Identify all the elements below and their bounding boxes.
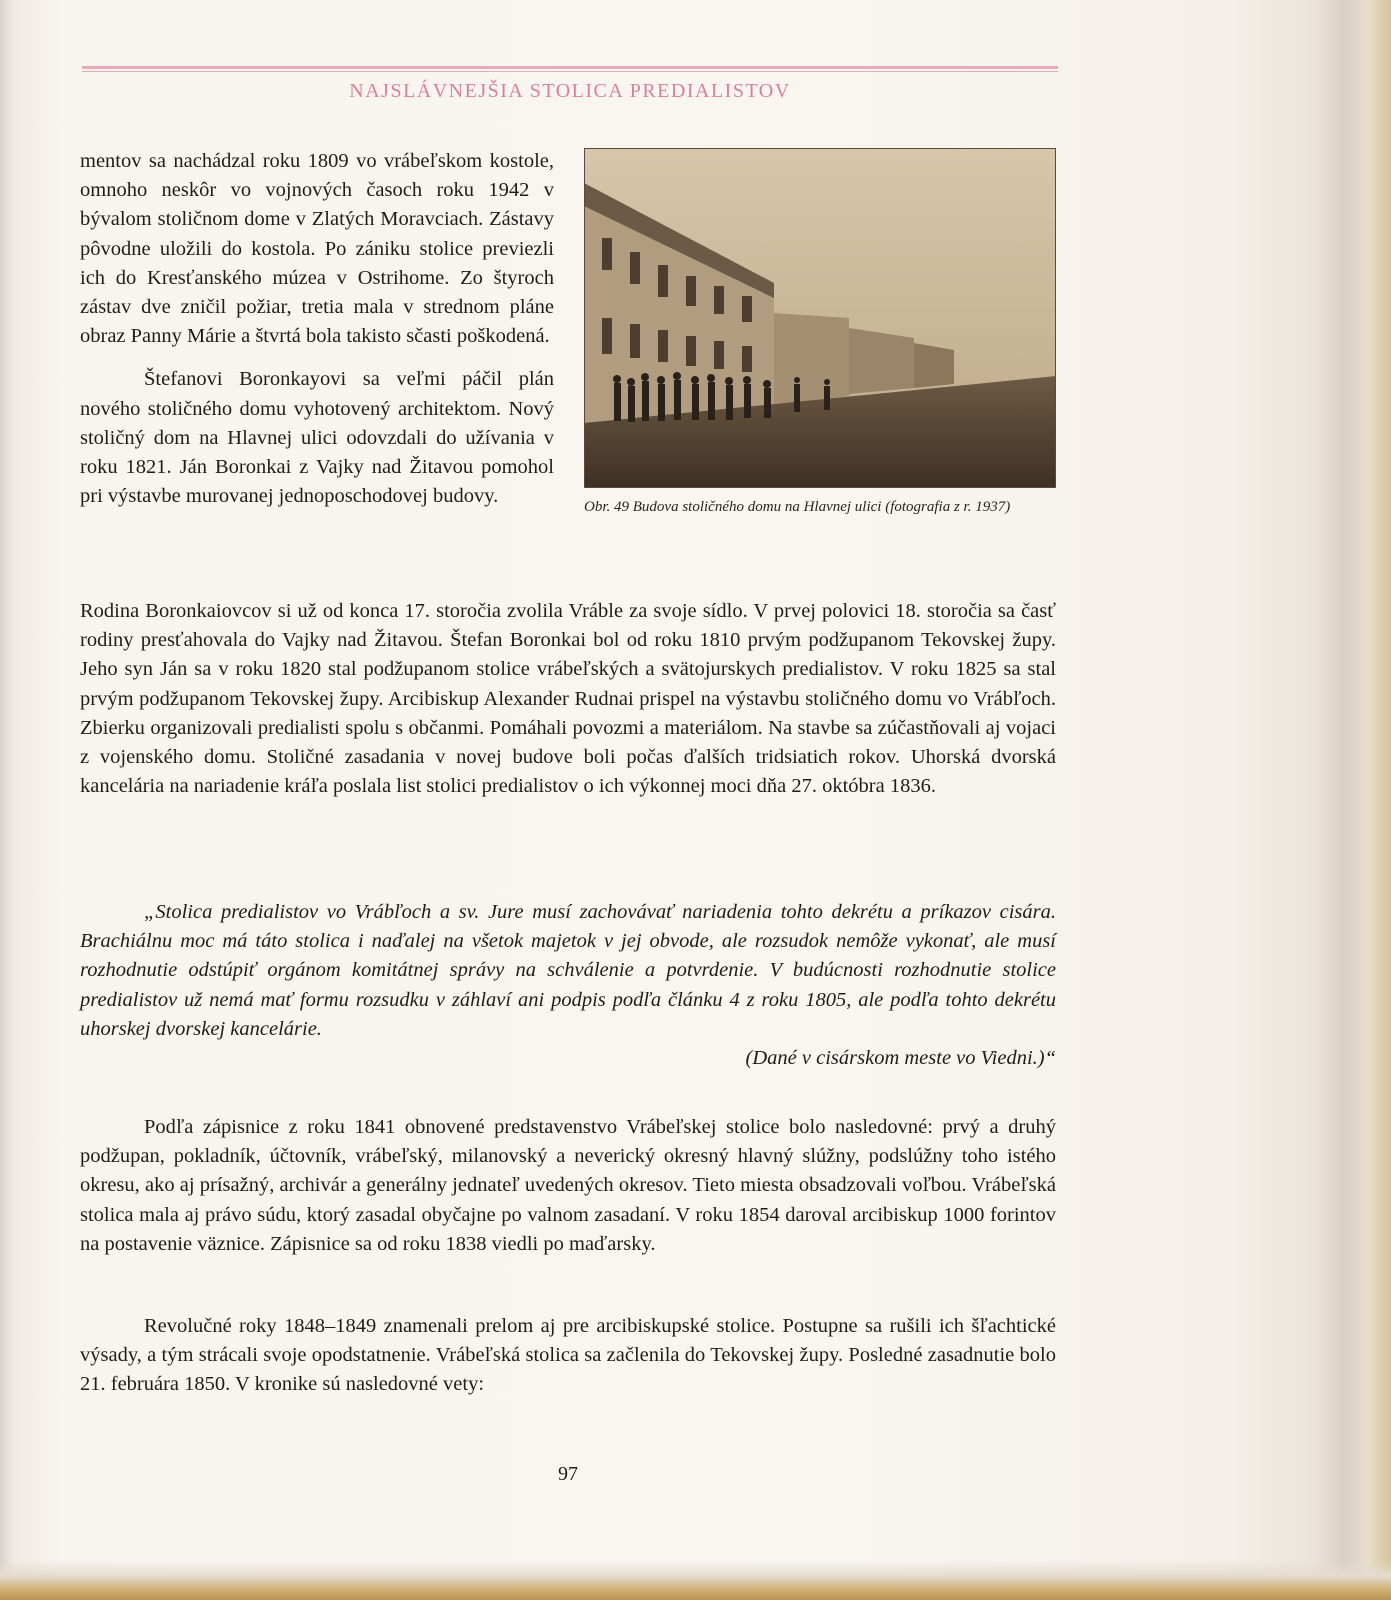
paragraph-continuation: Rodina Boronkaiovcov si už od konca 17. storočia zvolila Vráble za svoje sídlo. V prvej polovici 18. storočia sa časť rodiny presťahovala do Vajky nad Žitavou. Štefan Boronkai bol od roku 1810 prvým podžupanom Tekovskej župy. Jeho syn Ján sa v roku 1820 stal podžupanom stolice vrábeľských a svätojurskych predialistov. V roku 1825 sa stal prvým podžupanom Tekovskej župy. Arcibiskup Alexander Rudnai prispel na výstavbu stoličného domu vo Vrábľoch. Zbierku organizovali predialisti spolu s občanmi. Pomáhali povozmi a materiálom. Na stavbe sa zúčastňovali aj vojaci z vojenského domu. Stoličné zasadania v novej budove boli počas ďalších tridsiatich rokov. Uhorská dvorská kancelária na nariadenie kráľa poslala list stolici predialistov o ich výkonnej moci dňa 27. októbra 1836. xyxy=(80,600,1056,798)
running-header: NAJSLÁVNEJŠIA STOLICA PREDIALISTOV xyxy=(349,80,791,102)
decree-quote: „Stolica predialistov vo Vrábľoch a sv. Jure musí zachovávať nariadenia tohto dekrétu a príkazov cisára. Brachiálnu moc má táto stolica i naďalej na všetok majetok v jej obvode, ale rozsudok nemôže vykonať, ale musí rozhodnutie odstúpiť orgánom komitátnej správy na schválenie a potvrdenie. V budúcnosti rozhodnutie stolice predialistov už nemá mať formu rozsudku v záhlaví ani podpis podľa článku 4 z roku 1805, ale podľa tohto dekrétu uhorskej dvorskej kancelárie. xyxy=(80,901,1056,1040)
decree-quote-source: (Dané v cisárskom meste vo Viedni.)“ xyxy=(745,1047,1056,1070)
main-text-block-2 xyxy=(80,1113,1056,1259)
main-text-block-1 xyxy=(80,597,1056,801)
quote-block xyxy=(80,898,1056,1073)
figure-caption: Obr. 49 Budova stoličného domu na Hlavnej ulici (fotografia z r. 1937) xyxy=(584,499,1011,515)
book-bottom-edge xyxy=(0,1560,1391,1600)
intro-paragraph-2: Štefanovi Boronkayovi sa veľmi páčil plán nového stoličného domu vyhotovený architektom. Nový stoličný dom na Hlavnej ulici odovzdali do užívania v roku 1821. Ján Boronkai z Vajky nad Žitavou pomohol pri výstavbe murovanej jednoposchodovej budovy. xyxy=(80,368,554,508)
paragraph-board: Podľa zápisnice z roku 1841 obnovené predstavenstvo Vrábeľskej stolice bolo nasledovné: prvý a druhý podžupan, pokladník, účtovník, vrábeľský, milanovský a neverický okresný hlavný slúžny, podslúžny toho istého okresu, ako aj prísažný, archivár a generálny jednateľ uvedených okresov. Tieto miesta obsadzovali voľbou. Vrábeľská stolica mala aj právo súdu, ktorý zasadal obyčajne po valnom zasadaní. V roku 1854 daroval arcibiskup 1000 forintov na postavenie väznice. Zápisnice sa od roku 1838 viedli po maďarsky. xyxy=(80,1116,1056,1255)
intro-paragraph-1: mentov sa nachádzal roku 1809 vo vrábeľskom kostole, omnoho neskôr vo vojnových časoch roku 1942 v bývalom stoličnom dome v Zlatých Moravciach. Zástavy pôvodne uložili do kostola. Po zániku stolice previezli ich do Kresťanského múzea v Ostrihome. Zo štyroch zástav dve zničil požiar, tretia mala v strednom pláne obraz Panny Márie a štvrtá bola takisto sčasti poškodená. xyxy=(80,150,554,348)
figure xyxy=(584,148,1056,517)
photo-street-building xyxy=(584,148,1056,488)
book-fore-edge xyxy=(1311,0,1391,1600)
intro-column xyxy=(80,147,554,511)
header-rule xyxy=(82,66,1058,72)
page-number: 97 xyxy=(558,1463,578,1485)
main-text-block-3 xyxy=(80,1312,1056,1400)
paragraph-revolution: Revolučné roky 1848–1849 znamenali prelom aj pre arcibiskupské stolice. Postupne sa rušili ich šľachtické výsady, a tým strácali svoje opodstatnenie. Vrábeľská stolica sa začlenila do Tekovskej župy. Posledné zasadnutie bolo 21. februára 1850. V kronike sú nasledovné vety: xyxy=(80,1315,1056,1396)
